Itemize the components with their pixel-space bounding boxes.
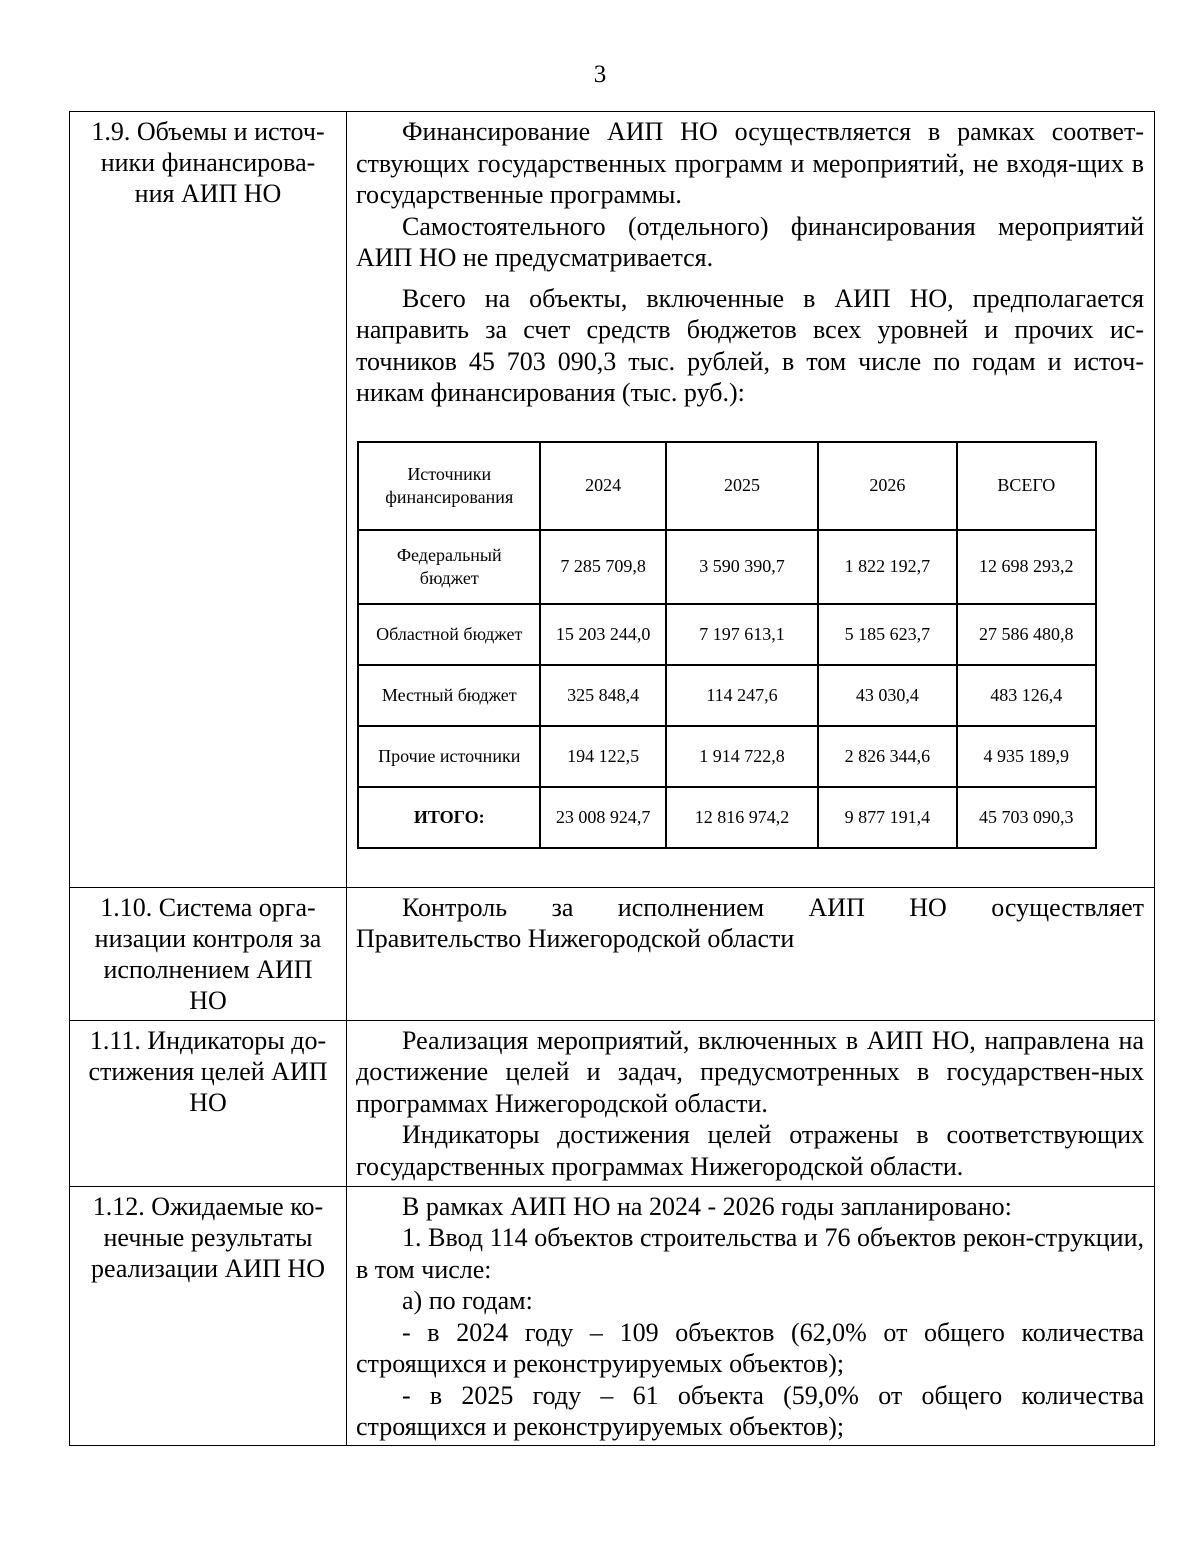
row-label: 1.12. Ожидаемые ко- нечные результаты реализации АИП НО — [91, 1191, 325, 1283]
value-cell: 483 126,4 — [957, 665, 1096, 726]
value-cell: 1 822 192,7 — [818, 530, 956, 604]
passport-table — [69, 111, 1155, 1446]
value-cell: 7 285 709,8 — [540, 530, 665, 604]
financing-table — [357, 441, 1097, 849]
row-label: 1.10. Система орга- низации контроля за исполнением АИП НО — [94, 892, 322, 1015]
row-content-cell — [347, 112, 1155, 888]
header-cell: 2025 — [666, 442, 818, 530]
header-cell: ВСЕГО — [957, 442, 1096, 530]
passport-row-1-12 — [70, 1186, 1155, 1445]
value-cell: 1 914 722,8 — [666, 726, 818, 787]
paragraph: а) по годам: — [402, 1286, 533, 1315]
paragraph: Правительство Нижегородской области — [356, 924, 795, 953]
value-cell: 325 848,4 — [540, 665, 665, 726]
row-content-cell — [347, 887, 1155, 1020]
financing-row — [358, 726, 1096, 787]
value-cell: 9 877 191,4 — [818, 787, 956, 848]
passport-row-1-9 — [70, 112, 1155, 888]
total-label-cell: ИТОГО: — [358, 787, 540, 848]
financing-row — [358, 665, 1096, 726]
value-cell: 45 703 090,3 — [957, 787, 1096, 848]
value-cell: 3 590 390,7 — [666, 530, 818, 604]
paragraph: Финансирование АИП НО осуществляется в рамках соответ-ствующих государственных программ и мероприятий, не входя-щих в государственные программы. — [356, 117, 1144, 209]
source-cell: Федеральный бюджет — [358, 530, 540, 604]
page-number: 3 — [593, 61, 607, 88]
passport-row-1-11 — [70, 1020, 1155, 1186]
paragraph: - в 2024 году – 109 объектов (62,0% от общего количества строящихся и реконструируемых объектов); — [356, 1317, 1144, 1378]
header-cell: 2024 — [540, 442, 665, 530]
row-content-cell — [347, 1186, 1155, 1445]
financing-row — [358, 604, 1096, 665]
paragraph: Индикаторы достижения целей отражены в соответствующих государственных программах Нижегородской области. — [356, 1120, 1144, 1181]
source-cell: Прочие источники — [358, 726, 540, 787]
paragraph: - в 2025 году – 61 объекта (59,0% от общего количества строящихся и реконструируемых объектов); — [356, 1380, 1144, 1441]
paragraph: Реализация мероприятий, включенных в АИП НО, направлена на достижение целей и задач, предусмотренных в государствен-ных программах Нижегородской области. — [356, 1025, 1144, 1118]
row-label-cell — [70, 1186, 347, 1445]
paragraph: Самостоятельного (отдельного) финансирования мероприятий АИП НО не предусматривается. — [356, 211, 1144, 272]
value-cell: 43 030,4 — [818, 665, 956, 726]
paragraph: Контроль за исполнением АИП НО осуществляет — [402, 892, 1144, 922]
value-cell: 27 586 480,8 — [957, 604, 1096, 665]
value-cell: 2 826 344,6 — [818, 726, 956, 787]
passport-row-1-10 — [70, 887, 1155, 1020]
row-label-cell — [70, 1020, 347, 1186]
value-cell: 194 122,5 — [540, 726, 665, 787]
row-label-cell — [70, 887, 347, 1020]
paragraph: В рамках АИП НО на 2024 - 2026 годы запланировано: — [402, 1191, 1012, 1221]
paragraph: 1. Ввод 114 объектов строительства и 76 объектов рекон-струкции, в том числе: — [356, 1223, 1144, 1284]
financing-header-row — [358, 442, 1096, 530]
value-cell: 4 935 189,9 — [957, 726, 1096, 787]
row-label: 1.9. Объемы и источ- ники финансирова- ния АИП НО — [91, 117, 325, 208]
value-cell: 15 203 244,0 — [540, 604, 665, 665]
value-cell: 5 185 623,7 — [818, 604, 956, 665]
source-cell: Областной бюджет — [358, 604, 540, 665]
row-content-cell — [347, 1020, 1155, 1186]
header-cell: Источники финансирования — [358, 442, 540, 530]
row-label-cell — [70, 112, 347, 888]
paragraph: Всего на объекты, включенные в АИП НО, предполагается направить за счет средств бюджетов всех уровней и прочих ис-точников 45 703 090,3 тыс. рублей, в том числе по годам и источ-никам финансирования (тыс. руб.): — [356, 283, 1144, 407]
row-label: 1.11. Индикаторы до- стижения целей АИП НО — [88, 1025, 328, 1117]
financing-total-row — [358, 787, 1096, 848]
value-cell: 23 008 924,7 — [540, 787, 665, 848]
source-cell: Местный бюджет — [358, 665, 540, 726]
value-cell: 12 816 974,2 — [666, 787, 818, 848]
header-cell: 2026 — [818, 442, 956, 530]
value-cell: 114 247,6 — [666, 665, 818, 726]
financing-row — [358, 530, 1096, 604]
value-cell: 12 698 293,2 — [957, 530, 1096, 604]
value-cell: 7 197 613,1 — [666, 604, 818, 665]
